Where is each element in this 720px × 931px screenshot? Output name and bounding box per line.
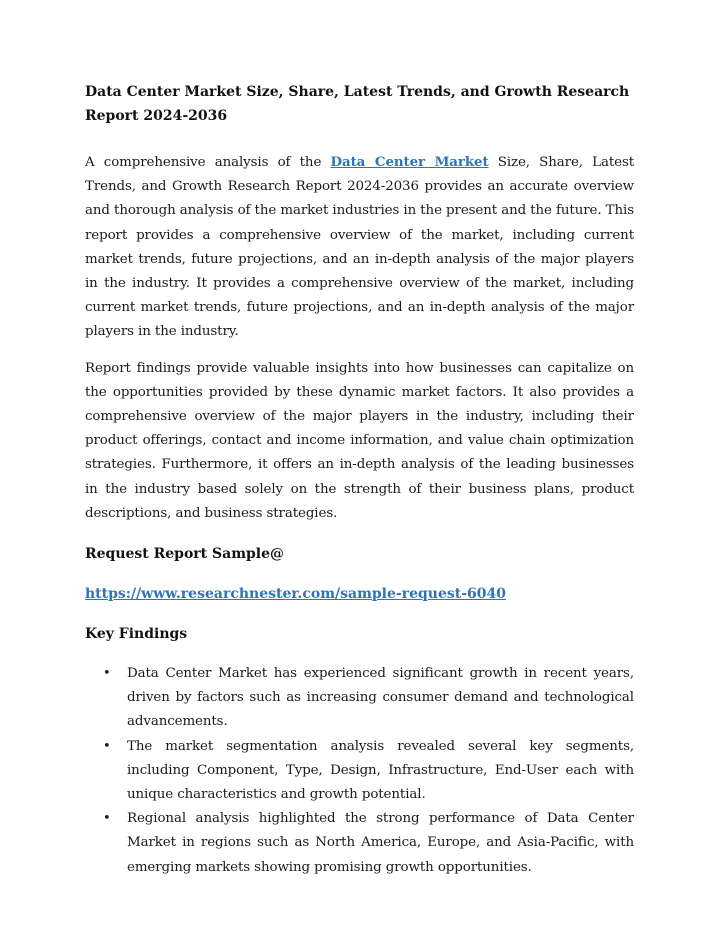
bullet-icon: • [103,666,111,682]
intro-paragraph [85,150,634,345]
data-center-market-link[interactable]: Data Center Market [330,154,489,170]
key-findings-heading: Key Findings [85,626,188,643]
bullet-icon: • [103,738,111,754]
list-item-text: Regional analysis highlighted the strong performance of Data Center Market in regions such as North America, Europe, and Asia-Pacific, with emerging markets showing promising growth opportunities. [127,811,634,875]
list-item-text: Data Center Market has experienced significant growth in recent years, driven by factors such as increasing consumer demand and technological advancements. [127,666,634,730]
list-item-text: The market segmentation analysis revealed several key segments, including Component, Type, Design, Infrastructure, End-User each with unique characteristics and growth potential. [127,738,634,803]
sample-request-link[interactable]: https://www.researchnester.com/sample-request-6040 [85,586,506,603]
findings-paragraph: Report findings provide valuable insights into how businesses can capitalize on the opportunities provided by these dynamic market factors. It also provides a comprehensive overview of the major players in the industry, including their product offerings, contact and income information, and value chain optimization strategies. Furthermore, it offers an in-depth analysis of the leading businesses in the industry based solely on the strength of their business plans, product descriptions, and business strategies. [85,360,634,521]
intro-text-after-link: Size, Share, Latest Trends, and Growth Research Report 2024-2036 provides an accurate overview and thorough analysis of the market industries in the present and the future. This report provides a comprehensive overview of the market, including current market trends, future projections, and an in-depth analysis of the major players in the industry. It provides a comprehensive overview of the market, including current market trends, future projections, and an in-depth analysis of the major players in the industry. [85,155,635,340]
bullet-icon: • [103,811,111,827]
document-page [85,80,634,880]
intro-text-before-link: A comprehensive analysis of the [85,155,331,170]
list-item [85,662,634,735]
list-item [85,735,634,808]
list-item [85,807,634,880]
sample-link-container [85,582,634,606]
key-findings-list [85,662,634,880]
document-title: Data Center Market Size, Share, Latest Trends, and Growth Research Report 2024-2036 [85,84,630,124]
request-sample-heading: Request Report Sample@ [85,546,285,563]
